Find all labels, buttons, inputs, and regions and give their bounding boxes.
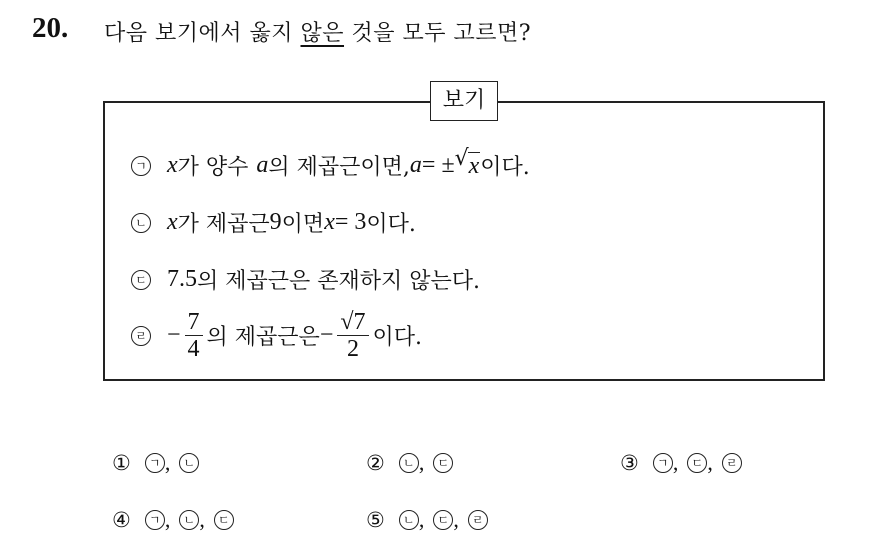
choice-mark-circle: ㄱ bbox=[653, 453, 673, 473]
math-var: x bbox=[324, 209, 335, 235]
item-text: 이다. bbox=[480, 155, 530, 180]
sqrt-expression bbox=[454, 145, 481, 179]
choice-mark-circle: ㄱ bbox=[145, 453, 165, 473]
choice-mark-circle: ㄴ bbox=[399, 453, 419, 473]
fraction-numerator: √7 bbox=[337, 309, 368, 336]
math-op: = ± bbox=[421, 152, 455, 178]
choice-mark-circle: ㄷ bbox=[687, 453, 707, 473]
math-var: a bbox=[409, 152, 422, 178]
choice-number: ③ bbox=[620, 451, 639, 475]
choice-number: ⑤ bbox=[366, 508, 385, 532]
radical-sign-icon: √ bbox=[454, 145, 469, 171]
choice-3[interactable]: ③ ㄱ , ㄷ , ㄹ bbox=[620, 450, 742, 476]
fraction bbox=[185, 309, 203, 362]
question-text-underlined: 않은 bbox=[300, 21, 345, 46]
choice-mark-circle: ㄱ bbox=[145, 510, 165, 530]
math-var: a bbox=[256, 152, 269, 178]
math-var: x bbox=[468, 152, 480, 179]
item-mark-circle: ㄹ bbox=[131, 326, 151, 346]
math-op: − bbox=[167, 322, 181, 348]
math-var: x bbox=[167, 152, 178, 178]
math-number: 7.5 bbox=[167, 266, 197, 292]
item-text: 가 제곱근 bbox=[177, 212, 270, 237]
choice-mark-circle: ㄴ bbox=[399, 510, 419, 530]
choice-mark-circle: ㄹ bbox=[722, 453, 742, 473]
math-number: 9 bbox=[269, 209, 282, 235]
item-mark-circle: ㄱ bbox=[131, 156, 151, 176]
item-mark-circle: ㄴ bbox=[131, 213, 151, 233]
question-text bbox=[104, 16, 531, 47]
item-text: 이다. bbox=[372, 325, 423, 350]
choice-mark-circle: ㄷ bbox=[433, 510, 453, 530]
example-item-4 bbox=[131, 309, 422, 362]
choice-5[interactable]: ⑤ ㄴ , ㄷ , ㄹ bbox=[366, 507, 488, 533]
choice-number: ④ bbox=[112, 508, 131, 532]
choice-mark-circle: ㄹ bbox=[468, 510, 488, 530]
example-box-title: 보기 bbox=[430, 81, 498, 121]
choice-mark-circle: ㄴ bbox=[179, 510, 199, 530]
choice-mark-circle: ㄴ bbox=[179, 453, 199, 473]
item-text: 의 제곱근은 bbox=[206, 325, 320, 350]
fraction-denominator: 2 bbox=[346, 336, 359, 362]
example-item-1 bbox=[131, 145, 530, 181]
example-item-3 bbox=[131, 264, 480, 295]
item-text: 이면 bbox=[281, 212, 325, 237]
question-text-after: 것을 모두 고르면? bbox=[344, 21, 532, 46]
math-op: = 3 bbox=[334, 209, 367, 235]
choice-number: ① bbox=[112, 451, 131, 475]
choice-4[interactable]: ④ ㄱ , ㄴ , ㄷ bbox=[112, 507, 234, 533]
item-text: 이다. bbox=[366, 212, 416, 237]
example-item-2 bbox=[131, 207, 416, 238]
math-var: x bbox=[167, 209, 178, 235]
question-number: 20. bbox=[32, 12, 69, 44]
item-mark-circle: ㄷ bbox=[131, 270, 151, 290]
fraction-numerator: 7 bbox=[185, 309, 203, 336]
fraction-denominator: 4 bbox=[187, 336, 200, 362]
choice-1[interactable]: ① ㄱ , ㄴ bbox=[112, 450, 199, 476]
question-text-before: 다음 보기에서 옳지 bbox=[104, 21, 301, 46]
choice-mark-circle: ㄷ bbox=[433, 453, 453, 473]
item-text: 의 제곱근은 존재하지 않는다. bbox=[197, 269, 480, 294]
math-op: − bbox=[319, 322, 334, 348]
fraction bbox=[337, 309, 368, 362]
item-text: 가 양수 bbox=[177, 155, 249, 180]
choice-mark-circle: ㄷ bbox=[214, 510, 234, 530]
choice-number: ② bbox=[366, 451, 385, 475]
choice-2[interactable]: ② ㄴ , ㄷ bbox=[366, 450, 453, 476]
item-text: 의 제곱근이면, bbox=[268, 155, 410, 180]
